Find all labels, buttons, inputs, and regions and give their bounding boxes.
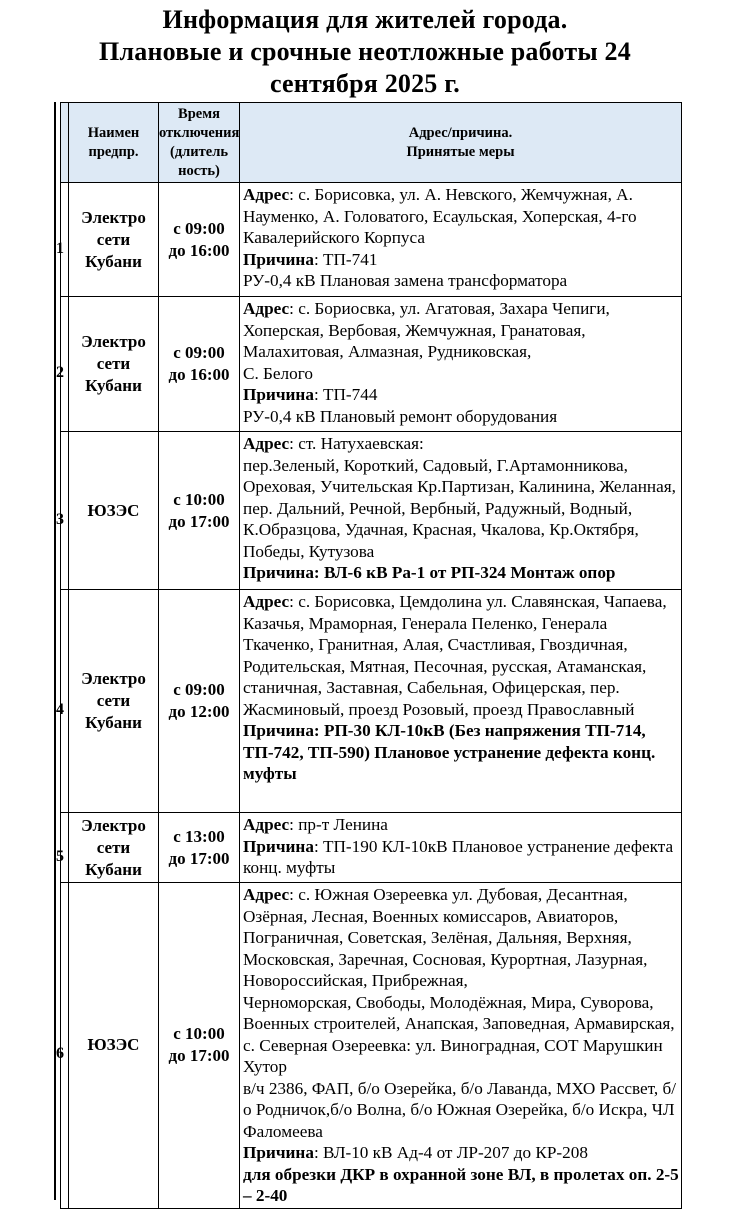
reason-label: Причина bbox=[243, 1143, 314, 1162]
time-to: до 16:00 bbox=[168, 365, 230, 384]
reason-text: : ТП-190 КЛ-10кВ Плановое устранение дефекта конц. муфты bbox=[243, 836, 674, 877]
address-text-2: Черноморская, Свободы, Молодёжная, Мира, Суворова, Военных строителей, Анапская, Заповедная, Армавирская, с. Северная Озереевка: ул. Виноградная, СОТ Марушкин Хутор bbox=[243, 992, 675, 1076]
address-text: : ст. Натухаевская: bbox=[289, 434, 424, 453]
row-org: ЮЗЭС bbox=[69, 432, 159, 590]
outage-table bbox=[56, 102, 682, 1209]
table-row bbox=[61, 183, 682, 297]
table-row bbox=[61, 813, 682, 883]
address-text: : с. Борисовка, Цемдолина ул. Славянская, Чапаева, Казачья, Мраморная, Генерала Пеленко, Генерала Ткаченко, Гранитная, Алая, Счастливая, Гвоздичная, Родительская, Мятная, Песочная, русская, Атаманская, станичная, Заставная, Сабельная, Офицерская, пер. Жасминовый, проезд Розовый, проезд Православный bbox=[243, 592, 667, 719]
time-to: до 16:00 bbox=[168, 240, 230, 260]
reason-label: Причина bbox=[243, 836, 314, 856]
row-address bbox=[240, 183, 682, 297]
address-text: : с. Бориосвка, ул. Агатовая, Захара Чепиги, Хоперская, Вербовая, Жемчужная, Гранатовая, Малахитовая, Алмазная, Рудниковская, bbox=[243, 299, 610, 361]
address-text-2: С. Белого bbox=[243, 363, 313, 383]
row-number: 6 bbox=[61, 883, 69, 1209]
time-from: с 10:00 bbox=[173, 489, 225, 509]
table-row bbox=[61, 590, 682, 813]
row-org: Электро сети Кубани bbox=[69, 590, 159, 813]
reason-text: : ТП-741 bbox=[313, 249, 378, 269]
row-number: 3 bbox=[61, 432, 69, 590]
row-number: 2 bbox=[61, 297, 69, 432]
measures-text: РУ-0,4 кВ Плановая замена трансформатора bbox=[243, 271, 568, 290]
header-address-line-2: Принятые меры bbox=[406, 143, 515, 160]
time-to: до 12:00 bbox=[168, 702, 230, 721]
table-row bbox=[61, 883, 682, 1209]
reason-text: : ТП-744 bbox=[313, 385, 378, 404]
header-address-line-1: Адрес/причина. bbox=[408, 124, 513, 141]
page-title bbox=[0, 4, 730, 100]
row-number: 1 bbox=[61, 183, 69, 297]
row-time bbox=[159, 432, 240, 590]
time-from: с 10:00 bbox=[173, 1024, 225, 1044]
reason-label: Причина bbox=[243, 249, 314, 269]
header-time: Время отключения (длитель ность) bbox=[159, 103, 240, 183]
measures-text: для обрезки ДКР в охранной зоне ВЛ, в пролетах оп. 2-5 – 2-40 bbox=[243, 1164, 679, 1205]
row-address bbox=[240, 883, 682, 1209]
header-num bbox=[61, 103, 69, 183]
time-from: с 09:00 bbox=[173, 343, 225, 362]
row-number: 5 bbox=[61, 813, 69, 883]
address-text-2: пер.Зеленый, Короткий, Садовый, Г.Артамонникова, Ореховая, Учительская Кр.Партизан, Калинина, Желанная, пер. Дальний, Речной, Вербный, Радужный, Водный, К.Образцова, Удачная, Красная, Чкалова, Кр.Октября, Победы, Кутузова bbox=[243, 455, 676, 561]
time-to: до 17:00 bbox=[168, 1046, 230, 1066]
reason-text: Причина: РП-30 КЛ-10кВ (Без напряжения ТП-714, ТП-742, ТП-590) Плановое устранение дефекта конц. муфты bbox=[243, 721, 656, 783]
row-number: 4 bbox=[61, 590, 69, 813]
time-to: до 17:00 bbox=[168, 848, 230, 868]
row-org: Электро сети Кубани bbox=[69, 297, 159, 432]
measures-text: РУ-0,4 кВ Плановый ремонт оборудования bbox=[243, 406, 558, 426]
row-time bbox=[159, 590, 240, 813]
address-label: Адрес bbox=[243, 815, 290, 834]
time-from: с 09:00 bbox=[173, 218, 225, 238]
table-row bbox=[61, 432, 682, 590]
reason-text: Причина: ВЛ-6 кВ Ра-1 от РП-324 Монтаж опор bbox=[243, 563, 616, 582]
time-from: с 09:00 bbox=[173, 680, 225, 699]
address-text-3: в/ч 2386, ФАП, б/о Озерейка, б/о Лаванда, МХО Рассвет, б/о Родничок,б/о Волна, б/о Южная Озерейка, б/о Искра, ЧЛ Фаломеева bbox=[243, 1078, 677, 1141]
reason-text: : ВЛ-10 кВ Ад-4 от ЛР-207 до КР-208 bbox=[313, 1143, 588, 1162]
header-org: Наимен предпр. bbox=[69, 103, 159, 183]
title-line-3: сентября 2025 г. bbox=[270, 69, 460, 98]
row-time bbox=[159, 813, 240, 883]
address-text: : с. Южная Озереевка ул. Дубовая, Десантная, Озёрная, Лесная, Военных комиссаров, Авиаторов, Пограничная, Советская, Зелёная, Дальняя, Верхняя, Московская, Заречная, Сосновая, Курортная, Лазурная, Новороссийская, Прибрежная, bbox=[243, 885, 648, 990]
time-to: до 17:00 bbox=[168, 511, 230, 531]
reason-label: Причина bbox=[243, 385, 314, 404]
row-address bbox=[240, 590, 682, 813]
address-label: Адрес bbox=[243, 434, 290, 453]
row-org: Электро сети Кубани bbox=[69, 813, 159, 883]
table-row bbox=[61, 297, 682, 432]
title-line-1: Информация для жителей города. bbox=[162, 5, 568, 34]
row-address bbox=[240, 813, 682, 883]
address-text: : пр-т Ленина bbox=[289, 815, 388, 834]
row-org: Электро сети Кубани bbox=[69, 183, 159, 297]
address-label: Адрес bbox=[243, 592, 290, 611]
header-address bbox=[240, 103, 682, 183]
row-time bbox=[159, 183, 240, 297]
table-header-row bbox=[61, 103, 682, 183]
row-time bbox=[159, 297, 240, 432]
table-left-rule bbox=[54, 102, 56, 1200]
title-line-2: Плановые и срочные неотложные работы 24 bbox=[99, 37, 631, 66]
address-label: Адрес bbox=[243, 299, 290, 318]
time-from: с 13:00 bbox=[173, 826, 225, 846]
address-label: Адрес bbox=[243, 185, 290, 204]
row-org: ЮЗЭС bbox=[69, 883, 159, 1209]
row-address bbox=[240, 432, 682, 590]
address-label: Адрес bbox=[243, 885, 290, 904]
row-time bbox=[159, 883, 240, 1209]
address-text: : с. Борисовка, ул. А. Невского, Жемчужная, А. Науменко, А. Головатого, Есаульская, Хоперская, 4-го Кавалерийского Корпуса bbox=[243, 185, 637, 247]
row-address bbox=[240, 297, 682, 432]
